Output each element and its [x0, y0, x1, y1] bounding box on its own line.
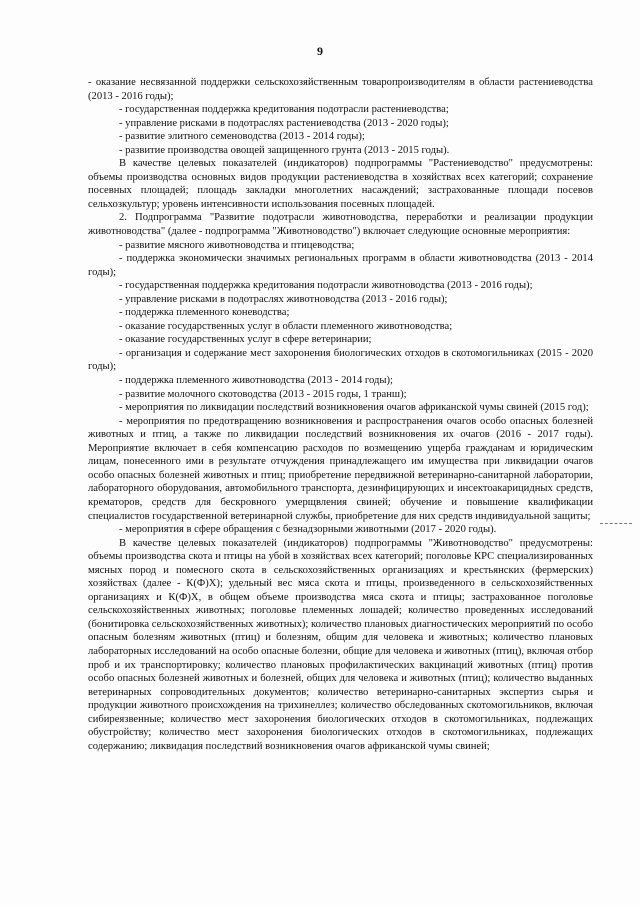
paragraph: В качестве целевых показателей (индикаторов) подпрограммы "Растениеводство" предусмотрены: объемы производства основных видов продукции растениеводства в хозяйствах всех категорий; сохранение посевных площадей; площадь закладки многолетних насаждений; застрахованные площади посевов сельхозкультур; уровень интенсивности использования посевных площадей.: [88, 158, 593, 210]
list-item: - развитие молочного скотоводства (2013 - 2015 годы, 1 транш);: [119, 388, 407, 400]
paragraph: - оказание несвязанной поддержки сельскохозяйственным товаропроизводителям в области растениеводства (2013 - 2016 годы);: [88, 77, 593, 102]
page-number: 9: [317, 44, 323, 58]
list-item: - поддержка племенного коневодства;: [119, 307, 290, 319]
list-item: - управление рисками в подотраслях растениеводства (2013 - 2020 годы);: [119, 117, 449, 129]
list-item: - мероприятия в сфере обращения с безнадзорными животными (2017 - 2020 годы).: [119, 524, 497, 536]
list-item: - государственная поддержка кредитования подотрасли растениеводства;: [119, 104, 449, 116]
paragraph: 2. Подпрограмма "Развитие подотрасли животноводства, переработки и реализации продукции животноводства" (далее - подпрограмма "Животноводство") включает следующие основные мероприятия:: [88, 212, 593, 238]
list-item: - мероприятия по предотвращению возникновения и распространения очагов особо опасных болезней животных и птиц, а также по ликвидации последствий возникновения их очагов (2016 - 2017 годы). Мероприятие включает в себя компенсацию расходов по возмещению ущерба гражданам и юридическим лицам, понесенного ими в результате отчуждения принадлежащего им имущества при ликвидации очагов особо опасных болезней животных и птиц; приобретение передвижной ветеринарно-санитарной лаборатории, лабораторного оборудования, автомобильного транспорта, дезинфицирующих и инсектоакарицидных средств, крематоров, средств для бескровного умерщвления свиней; обучение и повышение квалификации специалистов государственной ветеринарной службы, приобретение для них средств индивидуальной защиты;: [88, 415, 593, 522]
list-item: - мероприятия по ликвидации последствий возникновения очагов африканской чумы свиней (2015 год);: [119, 402, 589, 414]
list-item: - государственная поддержка кредитования подотрасли животноводства (2013 - 2016 годы);: [119, 280, 533, 292]
list-item: - поддержка экономически значимых региональных программ в области животноводства (2013 - 2014 годы);: [88, 253, 593, 278]
margin-mark: [600, 523, 632, 524]
paragraph: В качестве целевых показателей (индикаторов) подпрограммы "Животноводство" предусмотрены: объемы производства скота и птицы на убой в хозяйствах всех категорий; поголовье КРС специализированных мясных пород и помесного скота в сельскохозяйственных организациях и крестьянских (фермерских) хозяйствах (далее - К(Ф)Х); удельный вес мяса скота и птицы, произведенного в сельскохозяйственных организациях и К(Ф)Х, в общем объеме производства мяса скота и птицы; застрахованное поголовье сельскохозяйственных животных; поголовье племенных лошадей; количество проведенных исследований (бонитировка сельскохозяйственных животных); количество плановых диагностических мероприятий по особо опасным болезням животных (птиц) и болезням, общим для человека и животных; количество плановых лабораторных исследований на особо опасные болезни, общие для человека и животных (птиц), включая отбор проб и их транспортировку; количество плановых профилактических вакцинаций животных (птиц) против особо опасных болезней животных и болезней, общих для человека и животных (птиц); количество выданных ветеринарных сопроводительных документов; количество ветеринарно-санитарных экспертиз сырья и продукции животного происхождения на трихинеллез; количество обследованных скотомогильников, включая сибиреязвенные; количество мест захоронения биологических отходов в скотомогильниках, подлежащих обустройству; количество мест захоронения биологических отходов в скотомогильниках, подлежащих содержанию; ликвидация последствий возникновения очагов африканской чумы свиней;: [88, 537, 593, 752]
list-item: - поддержка племенного животноводства (2013 - 2014 годы);: [119, 375, 393, 387]
list-item: - организация и содержание мест захоронения биологических отходов в скотомогильниках (2015 - 2020 годы);: [88, 347, 593, 373]
list-item: - оказание государственных услуг в области племенного животноводства;: [119, 320, 453, 332]
list-item: - развитие элитного семеноводства (2013 - 2014 годы);: [119, 131, 365, 143]
list-item: - развитие производства овощей защищенного грунта (2013 - 2015 годы).: [119, 144, 450, 156]
list-item: - развитие мясного животноводства и птицеводства;: [119, 239, 355, 251]
list-item: - оказание государственных услуг в сфере ветеринарии;: [119, 334, 372, 346]
list-item: - управление рисками в подотраслях животноводства (2013 - 2016 годы);: [119, 293, 448, 305]
document-body: [88, 76, 593, 753]
